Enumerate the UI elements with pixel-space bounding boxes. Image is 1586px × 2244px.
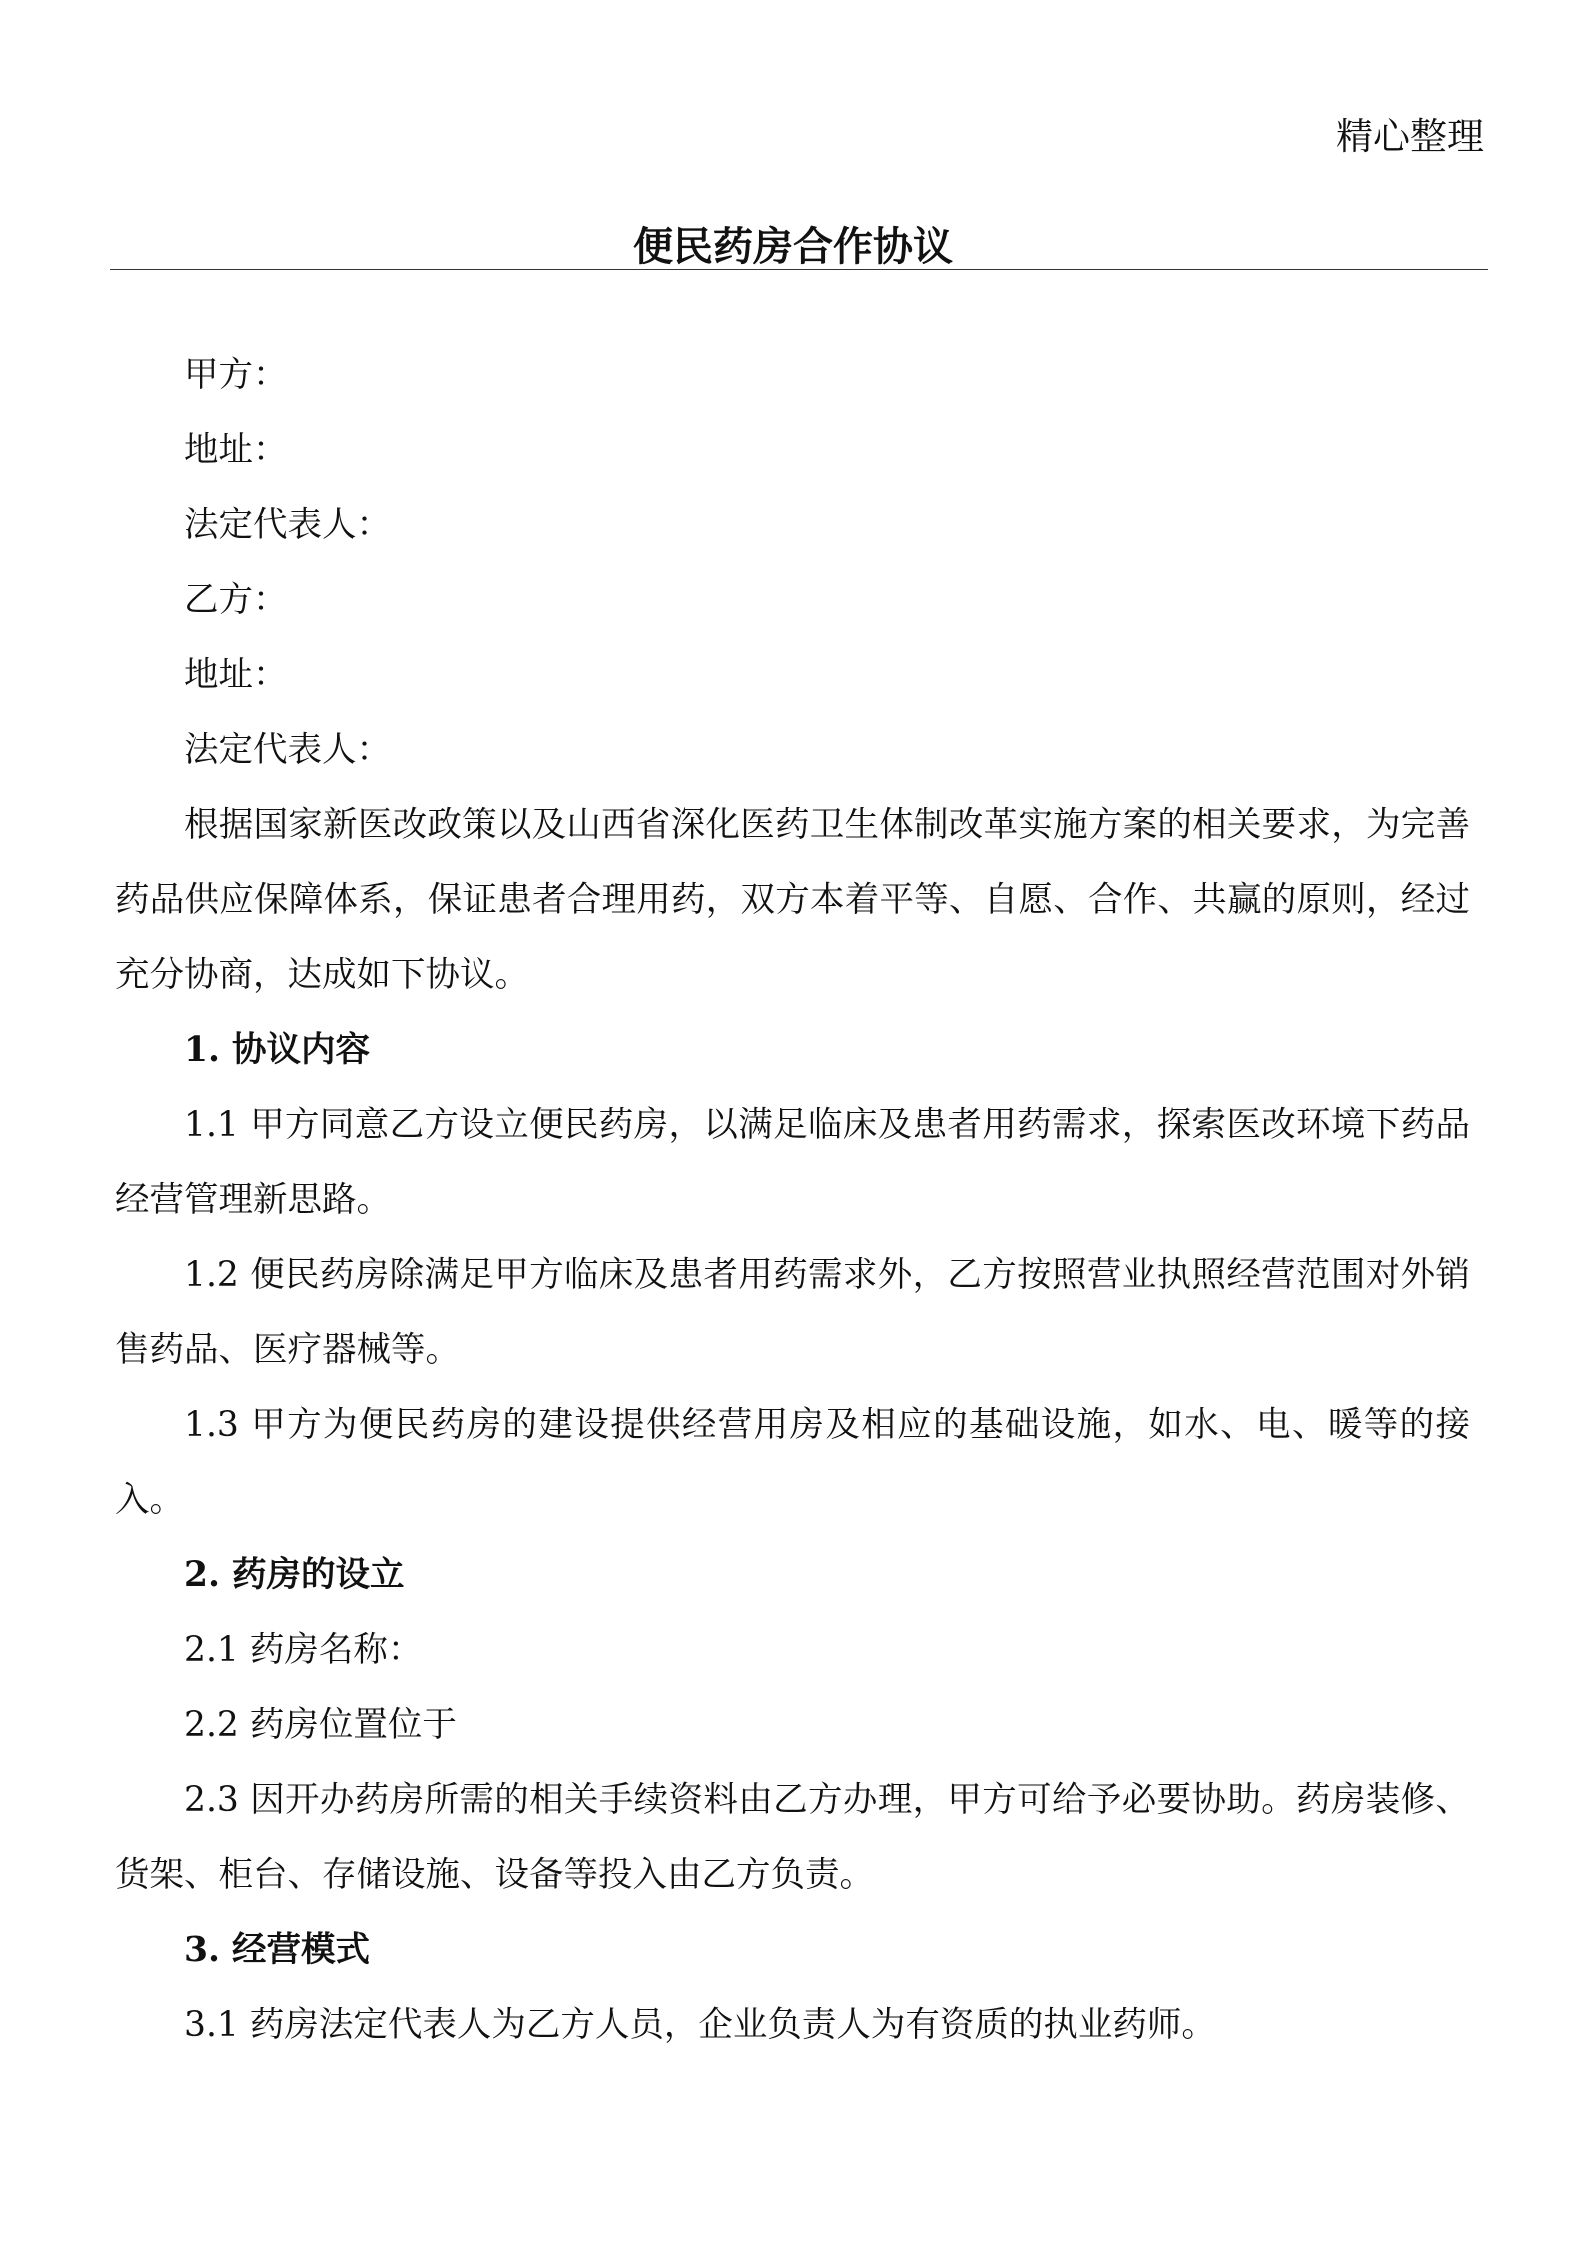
section-heading: 1. 协议内容 [184, 1030, 371, 1070]
clause: 1.2 便民药房除满足甲方临床及患者用药需求外，乙方按照营业执照经营范围对外销售药品、医疗器械等。 [115, 1255, 1470, 1370]
party-b-representative-label: 法定代表人： [184, 730, 391, 770]
clause: 2.3 因开办药房所需的相关手续资料由乙方办理，甲方可给予必要协助。药房装修、货架、柜台、存储设施、设备等投入由乙方负责。 [115, 1780, 1470, 1895]
section-heading: 2. 药房的设立 [184, 1555, 405, 1595]
party-a-representative-label: 法定代表人： [184, 505, 391, 545]
party-b-address-label: 地址： [184, 655, 288, 695]
title-divider [110, 269, 1488, 270]
preamble-paragraph: 根据国家新医改政策以及山西省深化医药卫生体制改革实施方案的相关要求，为完善药品供应保障体系，保证患者合理用药，双方本着平等、自愿、合作、共赢的原则，经过充分协商，达成如下协议。 [115, 805, 1470, 995]
document-body [115, 338, 1470, 2063]
section-heading: 3. 经营模式 [184, 1930, 371, 1970]
clause: 1.1 甲方同意乙方设立便民药房，以满足临床及患者用药需求，探索医改环境下药品经营管理新思路。 [115, 1105, 1470, 1220]
clause: 3.1 药房法定代表人为乙方人员，企业负责人为有资质的执业药师。 [184, 2005, 1216, 2045]
header-note: 精心整理 [1336, 115, 1484, 158]
party-a-address-label: 地址： [184, 430, 288, 470]
party-a-label: 甲方： [184, 355, 288, 395]
clause: 2.2 药房位置位于 [184, 1705, 457, 1745]
party-b-label: 乙方： [184, 580, 288, 620]
clause: 2.1 药房名称： [184, 1630, 423, 1670]
document-title: 便民药房合作协议 [633, 223, 953, 270]
clause: 1.3 甲方为便民药房的建设提供经营用房及相应的基础设施，如水、电、暖等的接入。 [115, 1405, 1470, 1520]
